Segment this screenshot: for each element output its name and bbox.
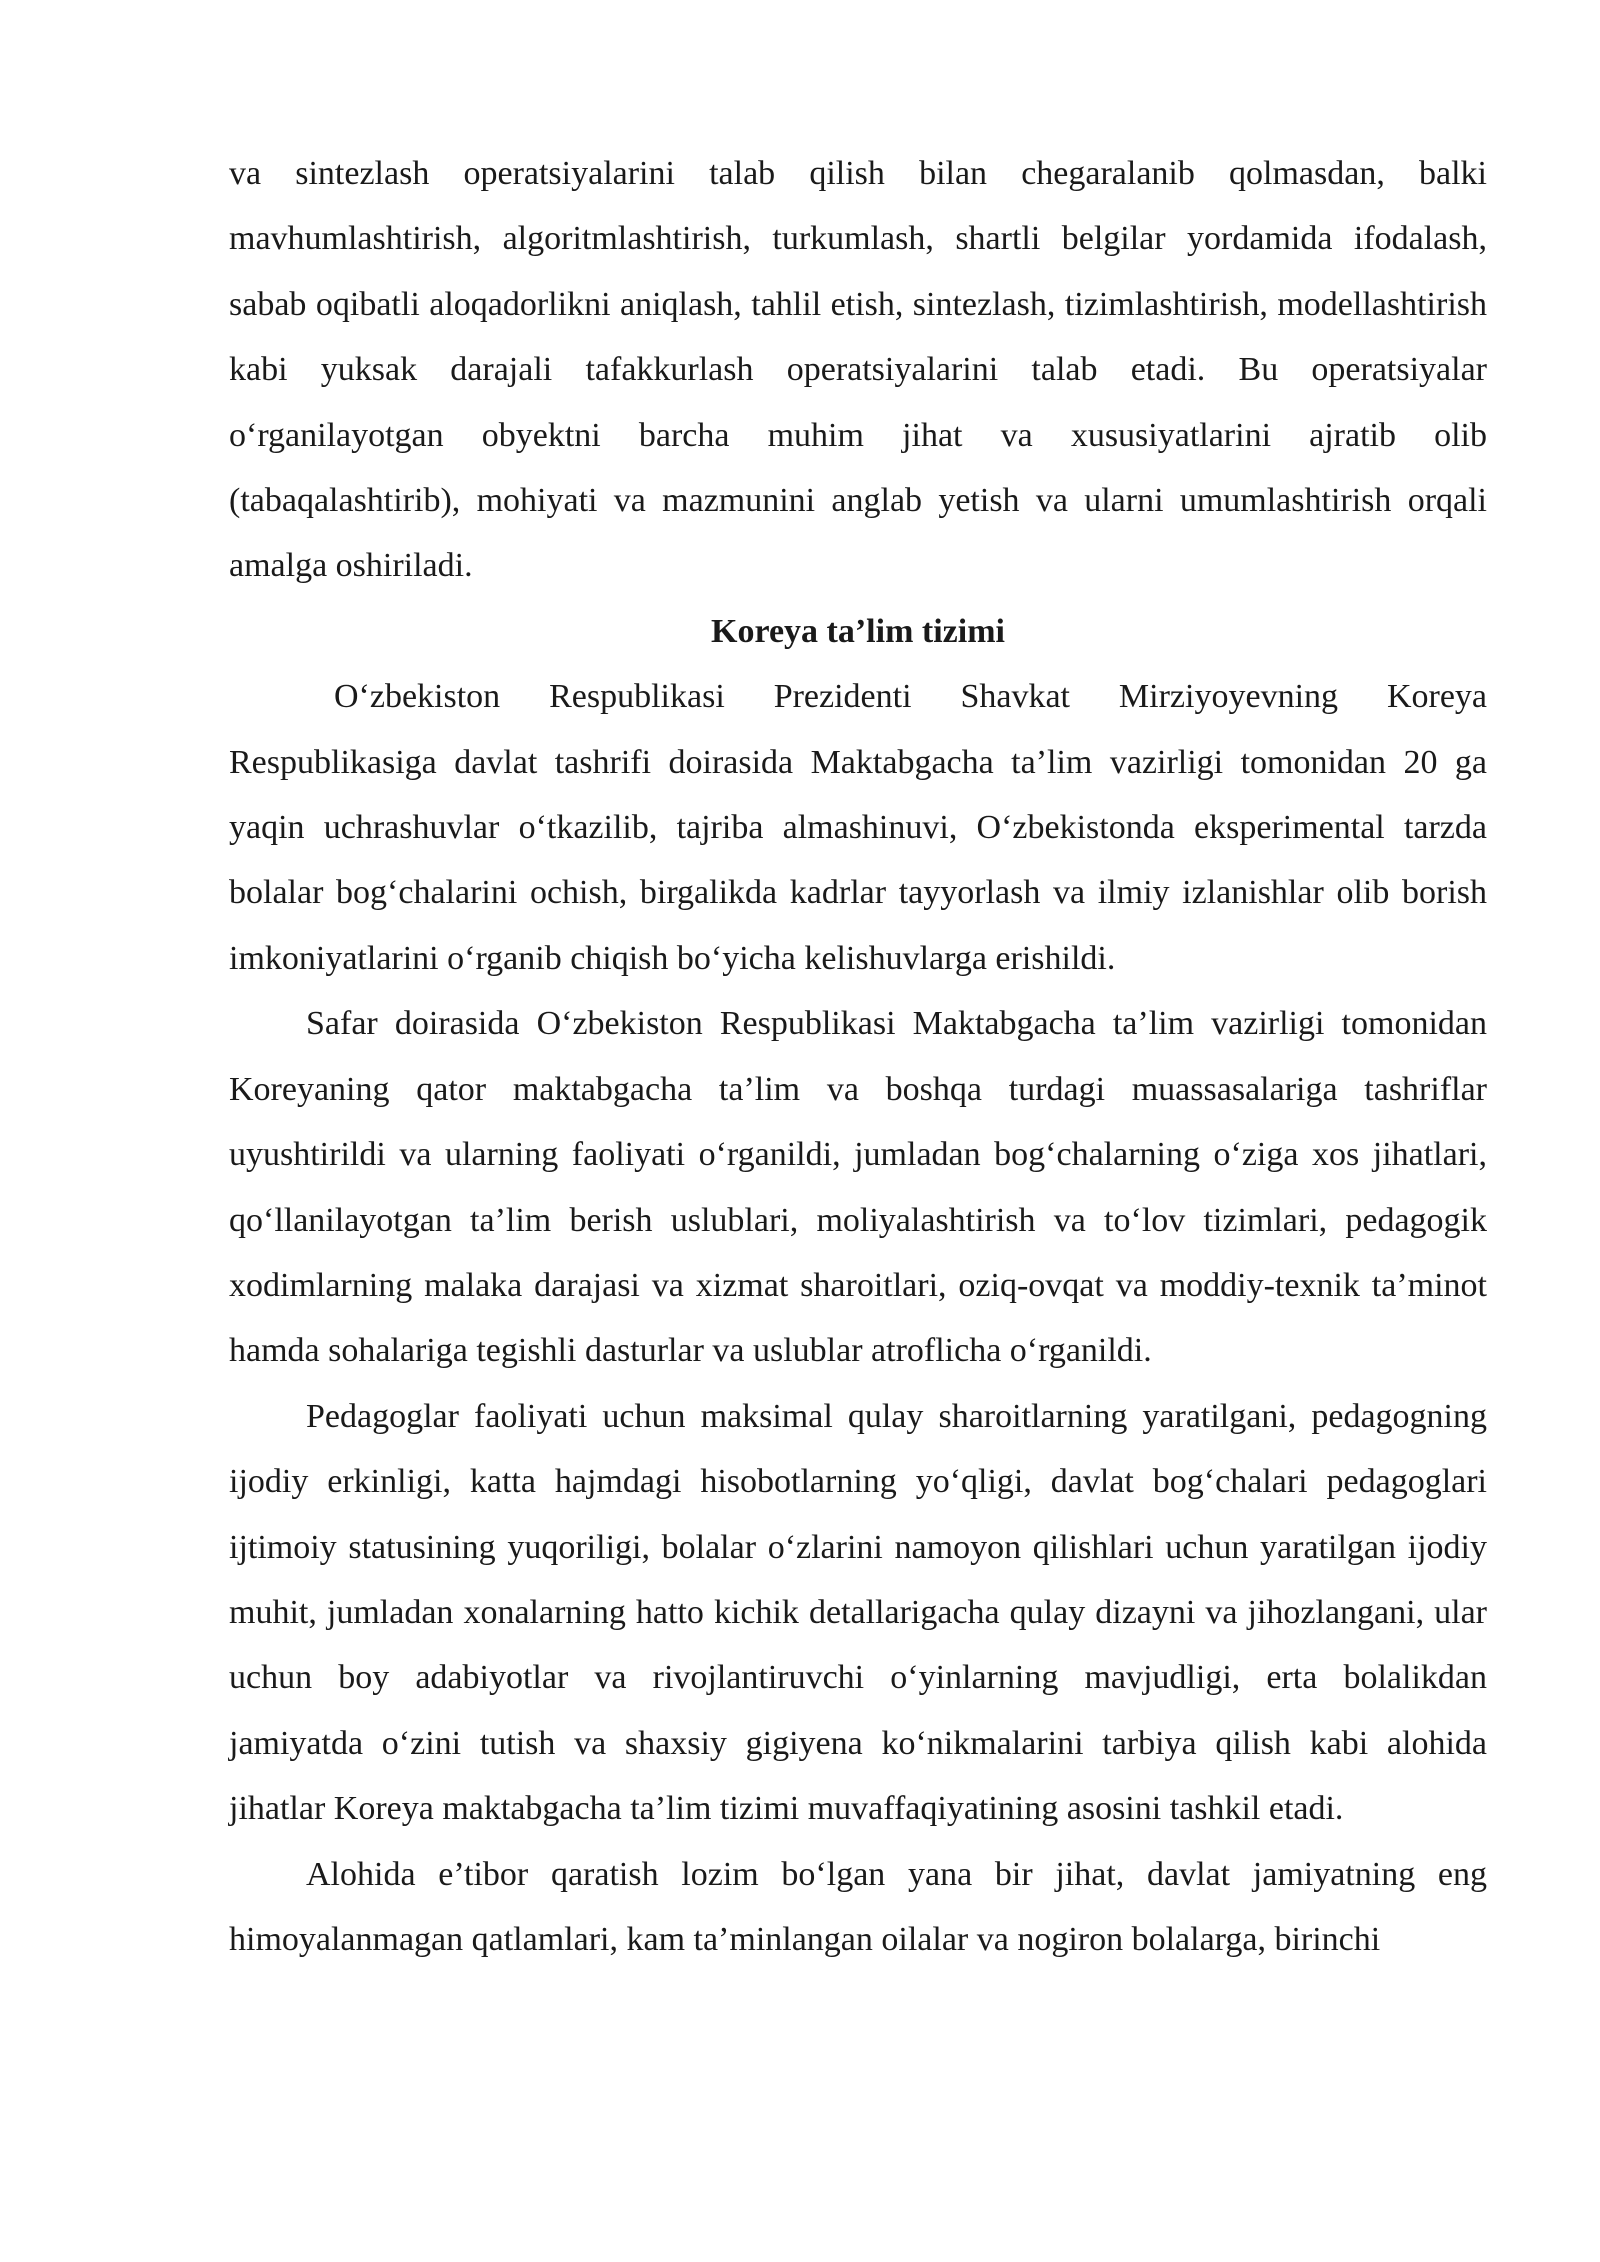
paragraph-ministry-visits: Safar doirasida O‘zbekiston Respublikasi Maktabgacha ta’lim vazirligi tomonidan Koreyaning qator maktabgacha ta’lim va boshqa turdagi muassasalariga tashriflar uyushtirildi va ularning faoliyati o‘rganildi, jumladan bog‘chalarning o‘ziga xos jihatlari, qo‘llanilayotgan ta’lim berish uslublari, moliyalashtirish va to‘lov tizimlari, pedagogik xodimlarning malaka darajasi va xizmat sharoitlari, oziq-ovqat va moddiy-texnik ta’minot hamda sohalariga tegishli dasturlar va uslublar atroflicha o‘rganildi. bbox=[229, 1005, 1487, 1370]
section-heading: Koreya ta’lim tizimi bbox=[711, 612, 1005, 650]
paragraph-intro-continuation: va sintezlash operatsiyalarini talab qilish bilan chegaralanib qolmasdan, balki mavhumlashtirish, algoritmlashtirish, turkumlash, shartli belgilar yordamida ifodalash, sabab oqibatli aloqadorlikni aniqlash, tahlil etish, sintezlash, tizimlashtirish, modellashtirish kabi yuksak darajali tafakkurlash operatsiyalarini talab etadi. Bu operatsiyalar o‘rganilayotgan obyektni barcha muhim jihat va xususiyatlarini ajratib olib (tabaqalashtirib), mohiyati va mazmunini anglab yetish va ularni umumlashtirish orqali amalga oshiriladi. bbox=[229, 155, 1487, 585]
document-body bbox=[229, 141, 1487, 1972]
paragraph-president-visit: O‘zbekiston Respublikasi Prezidenti Shavkat Mirziyoyevning Koreya Respublikasiga davlat tashrifi doirasida Maktabgacha ta’lim vazirligi tomonidan 20 ga yaqin uchrashuvlar o‘tkazilib, tajriba almashinuvi, O‘zbekistonda eksperimental tarzda bolalar bog‘chalarini ochish, birgalikda kadrlar tayyorlash va ilmiy izlanishlar olib borish imkoniyatlarini o‘rganib chiqish bo‘yicha kelishuvlarga erishildi. bbox=[229, 678, 1487, 977]
paragraph-special-attention: Alohida e’tibor qaratish lozim bo‘lgan yana bir jihat, davlat jamiyatning eng himoyalanmagan qatlamlari, kam ta’minlangan oilalar va nogiron bolalarga, birinchi bbox=[229, 1855, 1487, 1958]
paragraph-pedagogues-conditions: Pedagoglar faoliyati uchun maksimal qulay sharoitlarning yaratilgani, pedagogning ijodiy erkinligi, katta hajmdagi hisobotlarning yo‘qligi, davlat bog‘chalari pedagoglari ijtimoiy statusining yuqoriligi, bolalar o‘zlarini namoyon qilishlari uchun yaratilgan ijodiy muhit, jumladan xonalarning hatto kichik detallarigacha qulay dizayni va jihozlangani, ular uchun boy adabiyotlar va rivojlantiruvchi o‘yinlarning mavjudligi, erta bolalikdan jamiyatda o‘zini tutish va shaxsiy gigiyena ko‘nikmalarini tarbiya qilish kabi alohida jihatlar Koreya maktabgacha ta’lim tizimi muvaffaqiyatining asosini tashkil etadi. bbox=[229, 1397, 1487, 1828]
